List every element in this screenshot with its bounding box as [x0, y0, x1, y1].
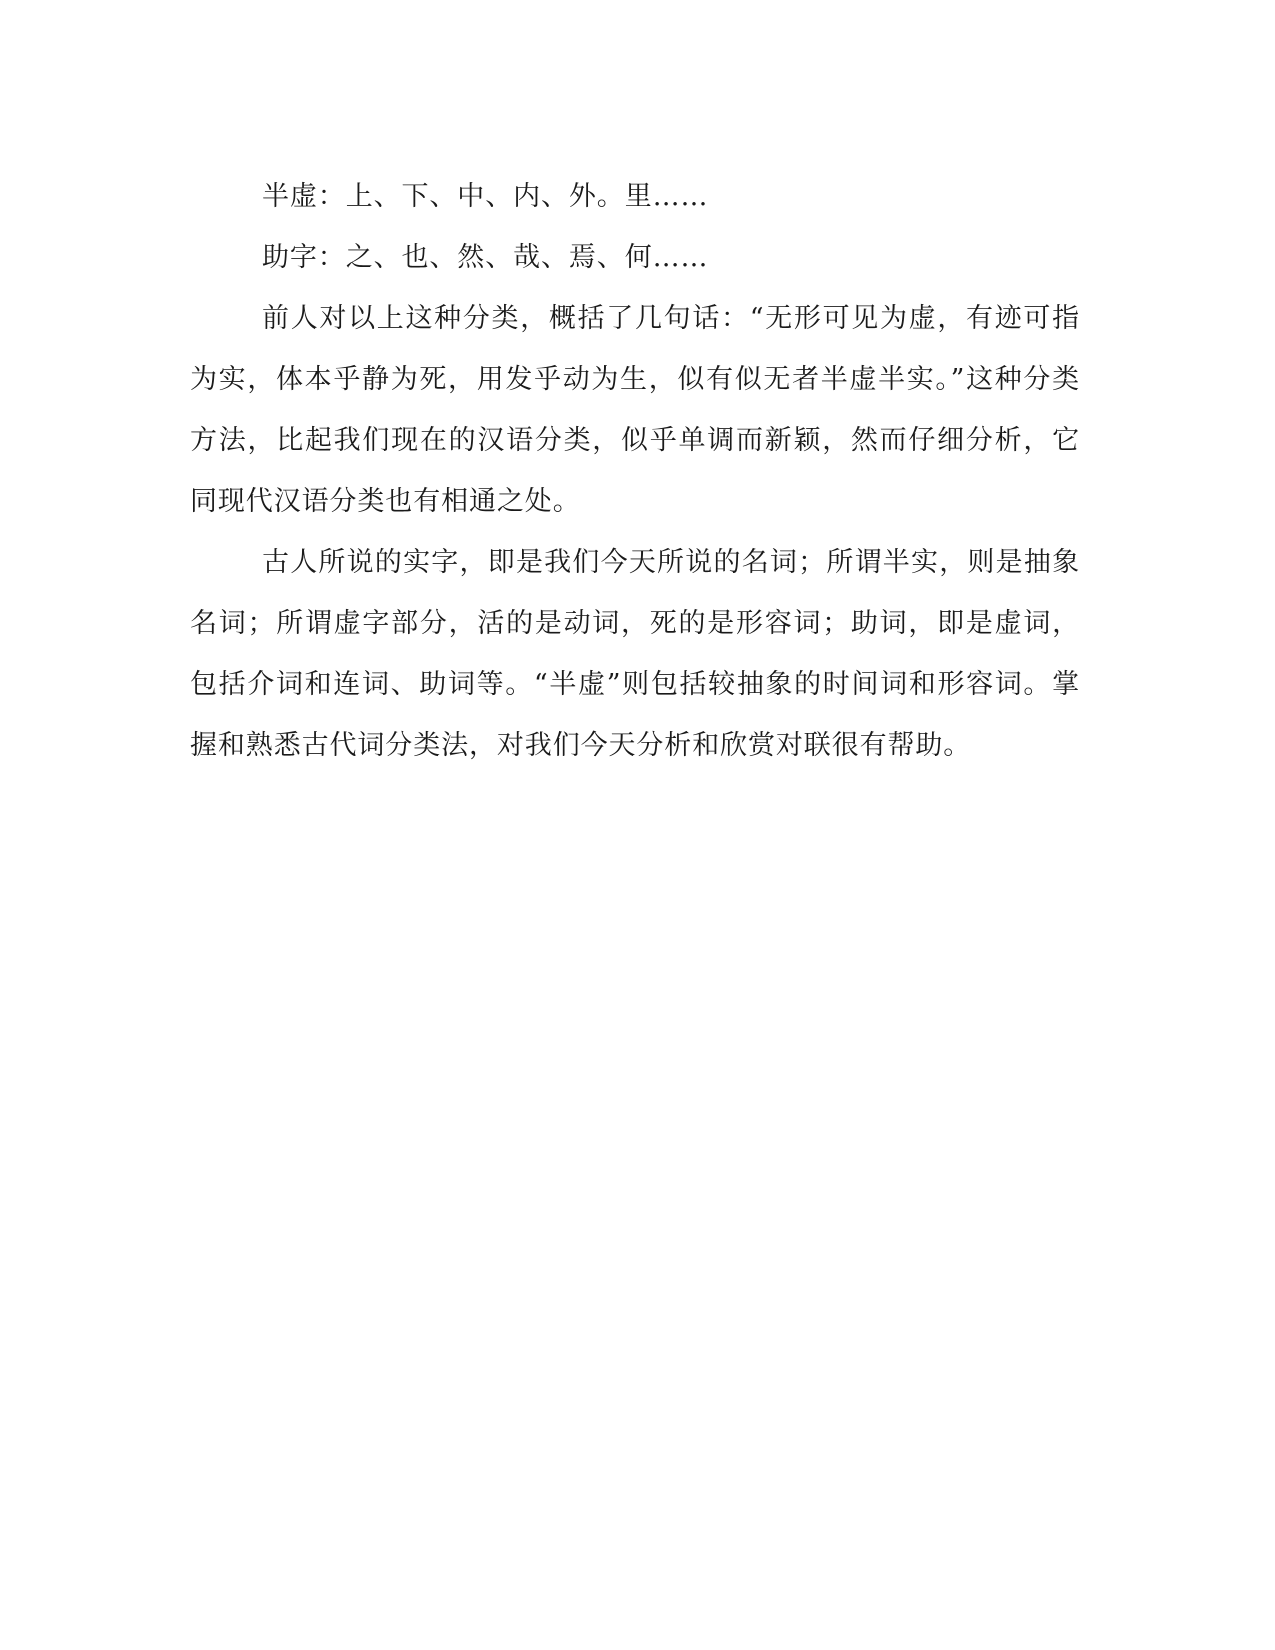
- paragraph-zhuzi: 助字：之、也、然、哉、焉、何……: [262, 242, 709, 273]
- document-body: [190, 166, 1080, 776]
- paragraph-modern-equivalents: 古人所说的实字，即是我们今天所说的名词；所谓半实，则是抽象名词；所谓虚字部分，活的是动词，死的是形容词；助词，即是虚词，包括介词和连词、助词等。“半虚”则包括较抽象的时间词和形容词。掌握和熟悉古代词分类法，对我们今天分析和欣赏对联很有帮助。: [190, 547, 1080, 761]
- paragraph-banxu: 半虚：上、下、中、内、外。里……: [262, 181, 709, 212]
- paragraph-classification-summary: 前人对以上这种分类，概括了几句话：“无形可见为虚，有迹可指为实，体本乎静为死，用发乎动为生，似有似无者半虚半实。”这种分类方法，比起我们现在的汉语分类，似乎单调而新颖，然而仔细分析，它同现代汉语分类也有相通之处。: [190, 303, 1080, 517]
